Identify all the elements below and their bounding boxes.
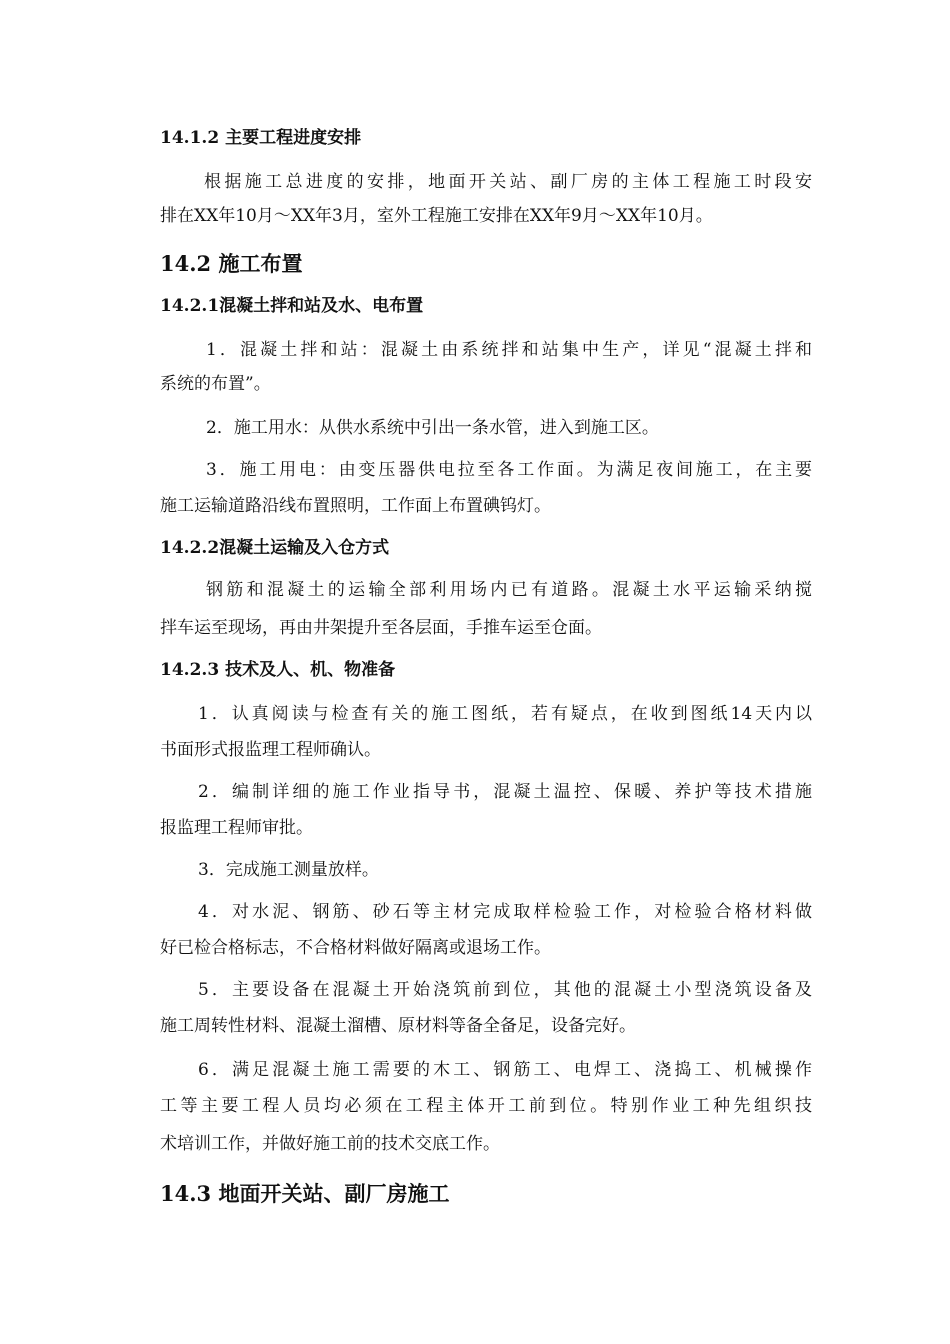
list-item-line: 施工运输道路沿线布置照明，工作面上布置碘钨灯。 [160,496,551,516]
list-item-line: 1．混凝土拌和站：混凝土由系统拌和站集中生产，详见“混凝土拌和 [206,340,812,360]
heading-14-2-2: 14.2.2混凝土运输及入仓方式 [160,538,390,558]
paragraph-line: 排在XX年10月～XX年3月，室外工程施工安排在XX年9月～XX年10月。 [160,206,713,226]
list-item-line: 1．认真阅读与检查有关的施工图纸，若有疑点，在收到图纸14天内以 [198,704,812,724]
list-item-line: 术培训工作，并做好施工前的技术交底工作。 [160,1134,500,1154]
paragraph-line: 根据施工总进度的安排，地面开关站、副厂房的主体工程施工时段安 [204,172,812,192]
list-item-line: 2．施工用水：从供水系统中引出一条水管，进入到施工区。 [206,418,659,438]
heading-14-2-3: 14.2.3 技术及人、机、物准备 [160,660,396,680]
heading-14-3: 14.3 地面开关站、副厂房施工 [160,1181,450,1206]
list-item-line: 2．编制详细的施工作业指导书，混凝土温控、保暖、养护等技术措施 [198,782,812,802]
list-item-line: 施工周转性材料、混凝土溜槽、原材料等备全备足，设备完好。 [160,1016,636,1036]
paragraph-line: 钢筋和混凝土的运输全部利用场内已有道路。混凝土水平运输采纳搅 [206,580,812,600]
list-item-line: 报监理工程师审批。 [160,818,313,838]
list-item-line: 工等主要工程人员均必须在工程主体开工前到位。特别作业工种先组织技 [160,1096,812,1116]
list-item-line: 5．主要设备在混凝土开始浇筑前到位，其他的混凝土小型浇筑设备及 [198,980,812,1000]
list-item-line: 4．对水泥、钢筋、砂石等主材完成取样检验工作，对检验合格材料做 [198,902,812,922]
list-item-line: 书面形式报监理工程师确认。 [160,740,381,760]
heading-14-2-1: 14.2.1混凝土拌和站及水、电布置 [160,296,424,316]
heading-14-1-2: 14.1.2 主要工程进度安排 [160,128,362,148]
list-item-line: 3．完成施工测量放样。 [198,860,379,880]
list-item-line: 3．施工用电：由变压器供电拉至各工作面。为满足夜间施工，在主要 [206,460,812,480]
list-item-line: 系统的布置”。 [160,374,271,394]
list-item-line: 6．满足混凝土施工需要的木工、钢筋工、电焊工、浇捣工、机械操作 [198,1060,812,1080]
paragraph-line: 拌车运至现场，再由井架提升至各层面，手推车运至仓面。 [160,618,602,638]
heading-14-2: 14.2 施工布置 [160,251,303,276]
list-item-line: 好已检合格标志，不合格材料做好隔离或退场工作。 [160,938,551,958]
